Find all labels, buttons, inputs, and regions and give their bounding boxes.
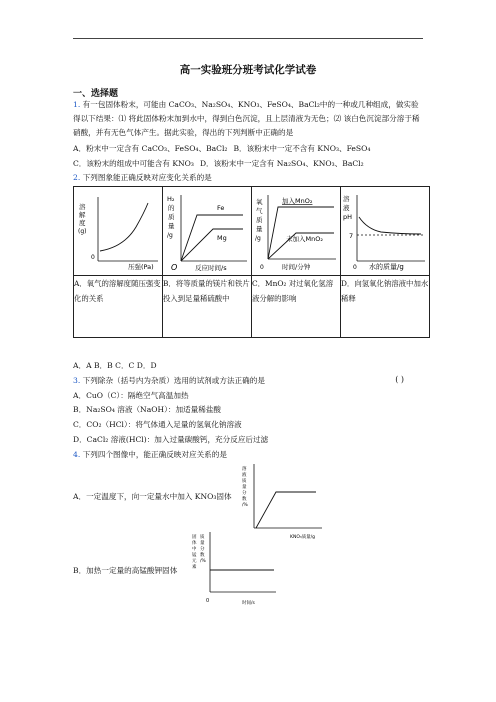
- question-2: [73, 172, 212, 183]
- question-4: [73, 449, 227, 460]
- q3-option-d: D．CaCl₂ 溶液(HCl)：加入过量碳酸钙，充分反应后过滤: [73, 435, 269, 444]
- graph-b-series-fe: Fe: [217, 204, 225, 212]
- q4-option-b: B．加热一定量的高锰酸钾固体: [73, 566, 178, 575]
- graph-d-ph-vs-water: [341, 187, 429, 273]
- question-3-text: 下列除杂（括号内为杂质）选用的试剂或方法正确的是: [82, 376, 265, 385]
- q3-option-c: C．CO₂（HCl）：将气体通入足量的氢氧化钠溶液: [73, 420, 242, 429]
- graph-c-ylabel-3: 质: [256, 216, 263, 224]
- graph-b-cell: [163, 187, 252, 276]
- q4b-ylabel2-3: 分: [200, 547, 205, 552]
- graph-b-series-mg: Mg: [217, 234, 227, 242]
- page-title: 高一实验班分班考试化学试卷: [179, 64, 317, 76]
- graph-d-ylabel-1: 溶: [343, 195, 350, 203]
- q4b-ylabel1-6: 素: [192, 565, 197, 570]
- q3-option-a: A．CuO（C）：隔绝空气高温加热: [73, 391, 189, 400]
- graph-c-ylabel-1: 氧: [256, 198, 263, 206]
- graph-d-ylabel-3: pH: [343, 213, 353, 221]
- graph-d-tick-7: 7: [349, 232, 354, 240]
- graph-c-series-without-mno2: 未加入MnO₂: [286, 235, 323, 243]
- graph-c-ylabel-4: 量: [256, 225, 263, 233]
- graph-c-ylabel-2: 气: [256, 207, 263, 215]
- q4b-ylabel1-2: 体: [192, 541, 197, 546]
- question-4-number: 4.: [73, 450, 81, 459]
- graph-a-solubility-vs-pressure: [74, 187, 162, 273]
- question-3: [73, 375, 265, 386]
- graph-a-ylabel-2: 解: [79, 211, 86, 219]
- question-2-figure-table: [73, 186, 430, 338]
- graph-c-origin: 0: [260, 264, 264, 271]
- graph-c-cell: [252, 187, 341, 276]
- q4b-origin: 0: [206, 598, 210, 604]
- q4b-xlabel: 时间/s: [242, 601, 255, 606]
- q4a-ylabel-6: 数: [242, 497, 247, 502]
- q1-option-d: D．该粉末中一定含有 Na₂SO₄、KNO₃、BaCl₂: [199, 159, 364, 168]
- q1-option-b: B．该粉末中一定不含有 KNO₃、FeSO₄: [233, 144, 371, 153]
- q4b-ylabel1-4: 锰: [192, 553, 197, 558]
- q3-option-b: B．Na₂SO₄ 溶液（NaOH）：加适量稀盐酸: [73, 405, 222, 414]
- q1-option-c: C．该粉末的组成中可能含有 KNO₃ D．该粉末中一定含有 Na₂SO₄、KNO₃、BaCl₂: [73, 159, 364, 168]
- q4b-ylabel2-5: /%: [200, 559, 206, 564]
- caption-b: B．将等质量的镁片和铁片投入到足量稀硫酸中: [163, 276, 252, 338]
- graph-b-ylabel-4: 量: [168, 222, 175, 230]
- q4a-ylabel-2: 液: [242, 473, 247, 478]
- q4b-ylabel2-1: 质: [200, 535, 205, 540]
- q4b-ylabel1-1: 固: [192, 535, 197, 540]
- q4b-ylabel1-3: 中: [192, 547, 197, 552]
- question-2-number: 2.: [73, 173, 81, 182]
- q1-option-a: A．粉末中一定含有 CaCO₃、FeSO₄、BaCl₂ B．该粉末中一定不含有 KNO₃、FeSO₄: [73, 144, 371, 153]
- graph-a-xlabel: 压强(Pa): [128, 263, 154, 271]
- q4a-ylabel-1: 溶: [242, 467, 247, 472]
- graph-a-cell: [74, 187, 163, 276]
- caption-c: C．MnO₂ 对过氧化氢溶液分解的影响: [252, 276, 341, 338]
- question-4-text: 下列四个图像中，能正确反映对应关系的是: [82, 450, 227, 459]
- q4a-ylabel-3: 质: [242, 479, 247, 484]
- graph-b-xlabel: 反应时间/s: [195, 264, 227, 272]
- graph-c-ylabel-5: /g: [255, 235, 261, 242]
- q2-choices: A．A B．B C．C D．D: [73, 361, 157, 370]
- q3-answer-blank: ( ): [395, 375, 404, 384]
- graph-b-h2-vs-time: [163, 187, 251, 273]
- question-2-text: 下列图象能正确反映对应变化关系的是: [82, 173, 212, 182]
- graph-a-ylabel-1: 溶: [79, 203, 86, 211]
- q4a-ylabel-5: 分: [242, 491, 247, 496]
- q4a-ylabel-7: /%: [242, 503, 248, 508]
- q4b-ylabel1-5: 元: [192, 559, 197, 564]
- graph-c-oxygen-vs-time: [252, 187, 340, 273]
- graph-a-origin: 0: [91, 254, 95, 261]
- q4-option-a: A．一定温度下，向一定量水中加入 KNO₃固体: [73, 492, 232, 501]
- graph-b-ylabel-3: 质: [168, 213, 175, 221]
- graph-b-origin: O: [171, 263, 178, 272]
- graph-a-ylabel-3: 度: [79, 219, 86, 227]
- graph-b-ylabel-1: H₂: [167, 195, 175, 203]
- graph-d-ylabel-2: 液: [343, 204, 350, 212]
- q4a-xlabel: KNO₃质量/g: [290, 535, 316, 540]
- graph-b-ylabel-5: /g: [167, 232, 173, 239]
- caption-a: A．氧气的溶解度随压强变化的关系: [74, 276, 163, 338]
- q4a-ylabel-4: 量: [242, 485, 247, 490]
- q4-graph-b: [190, 530, 280, 610]
- graph-d-cell: [341, 187, 430, 276]
- graph-a-ylabel-4: (g): [78, 228, 87, 235]
- graph-b-ylabel-2: 的: [168, 204, 175, 212]
- q4b-ylabel2-2: 量: [200, 541, 205, 546]
- question-1-text: 有一包固体粉末，可能由 CaCO₃、Na₂SO₄、KNO₃、FeSO₄、BaCl₂中的一种或几种组成，做实验得以下结果：⑴ 将此固体粉末加到水中，得到白色沉淀，且上层清液为无色；⑵ 该白色沉淀部分溶于稀硝酸，并有无色气体产生。据此实验，得出的下列判断中正确的是: [73, 100, 420, 137]
- q4b-ylabel2-4: 数: [200, 553, 205, 558]
- question-1-number: 1.: [73, 100, 81, 109]
- graph-c-series-with-mno2: 加入MnO₂: [282, 197, 313, 205]
- graph-c-xlabel: 时间/分钟: [282, 263, 311, 271]
- question-3-number: 3.: [73, 376, 81, 385]
- graph-d-xlabel: 水的质量/g: [369, 263, 404, 271]
- header-rule: [73, 38, 423, 39]
- question-1: [73, 98, 425, 140]
- graph-d-origin: 0: [353, 264, 357, 271]
- caption-d: D．向氢氧化钠溶液中加水稀释: [341, 276, 430, 338]
- section-heading: 一、选择题: [73, 89, 119, 99]
